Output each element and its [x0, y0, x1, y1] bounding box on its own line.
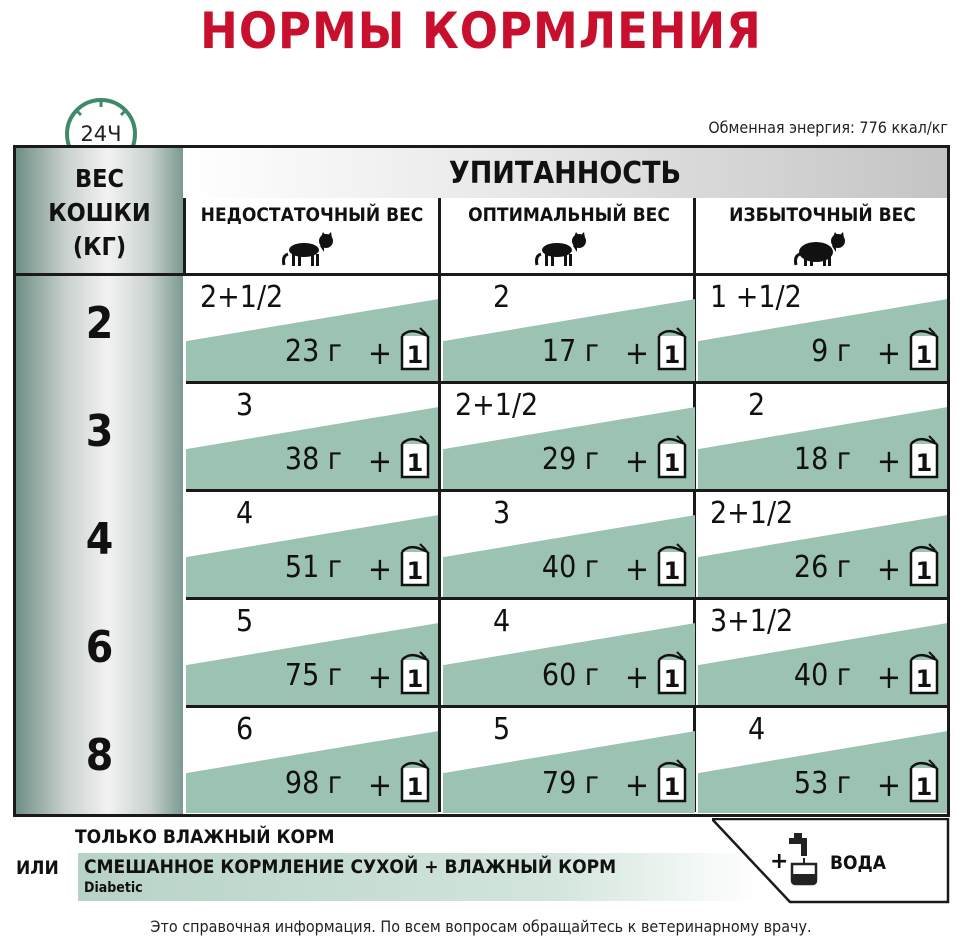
cat-silhouette-icon — [280, 232, 340, 266]
pouch-count: 6 — [236, 712, 254, 747]
pouch-count: 3+1/2 — [710, 604, 794, 639]
pouch-count: 5 — [236, 604, 254, 639]
pouch-count: 2+1/2 — [710, 496, 794, 531]
feeding-cell — [443, 600, 695, 705]
weight-value: 4 — [85, 514, 114, 565]
plus-sign: + — [624, 550, 649, 588]
wet-pouch-icon — [907, 326, 941, 372]
feeding-cell — [443, 276, 695, 381]
dry-food-grams: 75 г — [284, 658, 342, 693]
feeding-cell — [443, 492, 695, 597]
pouch-label: 1 — [663, 557, 681, 585]
feeding-cell — [698, 708, 947, 813]
wet-pouch-icon — [398, 650, 432, 696]
pouch-count: 4 — [748, 712, 766, 747]
pouch-label: 1 — [915, 449, 933, 477]
plus-sign: + — [367, 550, 392, 588]
pouch-label: 1 — [915, 557, 933, 585]
weight-value: 8 — [85, 730, 114, 781]
page-title: НОРМЫ КОРМЛЕНИЯ — [200, 2, 762, 60]
footer-note: Это справочная информация. По всем вопросам обращайтесь к ветеринарному врачу. — [150, 917, 812, 936]
dry-food-grams: 98 г — [284, 766, 342, 801]
wet-pouch-icon — [398, 434, 432, 480]
dry-food-grams: 40 г — [541, 550, 599, 585]
wet-pouch-icon — [398, 326, 432, 372]
feeding-cell — [186, 276, 438, 381]
wet-pouch-icon — [655, 758, 689, 804]
dry-food-grams: 18 г — [793, 442, 851, 477]
feeding-cell — [443, 708, 695, 813]
dry-food-grams: 17 г — [541, 334, 599, 369]
wet-pouch-icon — [907, 650, 941, 696]
dry-food-grams: 60 г — [541, 658, 599, 693]
plus-sign: + — [876, 442, 901, 480]
pouch-label: 1 — [663, 665, 681, 693]
pouch-count: 1 +1/2 — [710, 280, 802, 315]
weight-header: ВЕС КОШКИ (КГ) — [48, 164, 151, 261]
wet-pouch-icon — [398, 758, 432, 804]
pouch-count: 2+1/2 — [455, 388, 539, 423]
plus-sign: + — [876, 334, 901, 372]
legend-product: Diabetic — [84, 880, 143, 896]
pouch-count: 3 — [236, 388, 254, 423]
pouch-label: 1 — [915, 341, 933, 369]
wet-pouch-icon — [655, 326, 689, 372]
condition-header: УПИТАННОСТЬ — [448, 156, 682, 191]
plus-sign: + — [367, 334, 392, 372]
pouch-count: 3 — [493, 496, 511, 531]
feeding-cell — [698, 276, 947, 381]
pouch-label: 1 — [663, 341, 681, 369]
column-label: ОПТИМАЛЬНЫЙ ВЕС — [468, 204, 670, 226]
wet-pouch-icon — [655, 434, 689, 480]
wet-pouch-icon — [907, 542, 941, 588]
pouch-label: 1 — [406, 665, 424, 693]
weight-value: 3 — [85, 406, 114, 457]
dry-food-grams: 53 г — [793, 766, 851, 801]
legend-mixed: СМЕШАННОЕ КОРМЛЕНИЕ СУХОЙ + ВЛАЖНЫЙ КОРМ — [84, 856, 617, 878]
pouch-label: 1 — [915, 773, 933, 801]
plus-sign: + — [876, 550, 901, 588]
pouch-label: 1 — [406, 557, 424, 585]
feeding-cell — [698, 492, 947, 597]
pouch-label: 1 — [406, 773, 424, 801]
dry-food-grams: 38 г — [284, 442, 342, 477]
feeding-cell — [698, 600, 947, 705]
clock-label: 24Ч — [80, 122, 122, 146]
legend-or: ИЛИ — [16, 857, 59, 879]
plus-sign: + — [876, 658, 901, 696]
plus-sign: + — [624, 766, 649, 804]
feeding-cell — [698, 384, 947, 489]
wet-pouch-icon — [907, 434, 941, 480]
pouch-label: 1 — [915, 665, 933, 693]
plus-sign: + — [876, 766, 901, 804]
water-label: ВОДА — [830, 852, 887, 874]
pouch-count: 2 — [748, 388, 766, 423]
pouch-label: 1 — [406, 341, 424, 369]
feeding-cell — [186, 600, 438, 705]
column-label: ИЗБЫТОЧНЫЙ ВЕС — [729, 204, 916, 226]
feeding-cell — [186, 384, 438, 489]
dry-food-grams: 29 г — [541, 442, 599, 477]
pouch-count: 2+1/2 — [200, 280, 284, 315]
dry-food-grams: 9 г — [811, 334, 851, 369]
column-label: НЕДОСТАТОЧНЫЙ ВЕС — [200, 204, 424, 226]
weight-value: 6 — [85, 622, 114, 673]
pouch-count: 4 — [493, 604, 511, 639]
dry-food-grams: 51 г — [284, 550, 342, 585]
wet-pouch-icon — [655, 650, 689, 696]
plus-sign: + — [367, 442, 392, 480]
grid-line — [438, 198, 441, 812]
pouch-count: 2 — [493, 280, 511, 315]
wet-pouch-icon — [655, 542, 689, 588]
water-plus: + — [770, 849, 789, 874]
dry-food-grams: 23 г — [284, 334, 342, 369]
dry-food-grams: 40 г — [793, 658, 851, 693]
energy-note: Обменная энергия: 776 ккал/кг — [708, 118, 948, 137]
pouch-label: 1 — [663, 773, 681, 801]
plus-sign: + — [624, 442, 649, 480]
pouch-count: 5 — [493, 712, 511, 747]
legend-wet-only: ТОЛЬКО ВЛАЖНЫЙ КОРМ — [75, 826, 335, 848]
plus-sign: + — [624, 658, 649, 696]
water-faucet-icon — [789, 833, 816, 884]
wet-pouch-icon — [907, 758, 941, 804]
grid-line — [183, 198, 186, 276]
weight-value: 2 — [85, 298, 114, 349]
plus-sign: + — [367, 658, 392, 696]
cat-silhouette-icon — [533, 232, 593, 266]
feeding-cell — [186, 492, 438, 597]
pouch-label: 1 — [406, 449, 424, 477]
feeding-cell — [186, 708, 438, 813]
feeding-cell — [443, 384, 695, 489]
pouch-count: 4 — [236, 496, 254, 531]
cat-silhouette-icon — [792, 232, 852, 266]
plus-sign: + — [367, 766, 392, 804]
pouch-label: 1 — [663, 449, 681, 477]
wet-pouch-icon — [398, 542, 432, 588]
dry-food-grams: 79 г — [541, 766, 599, 801]
dry-food-grams: 26 г — [793, 550, 851, 585]
plus-sign: + — [624, 334, 649, 372]
